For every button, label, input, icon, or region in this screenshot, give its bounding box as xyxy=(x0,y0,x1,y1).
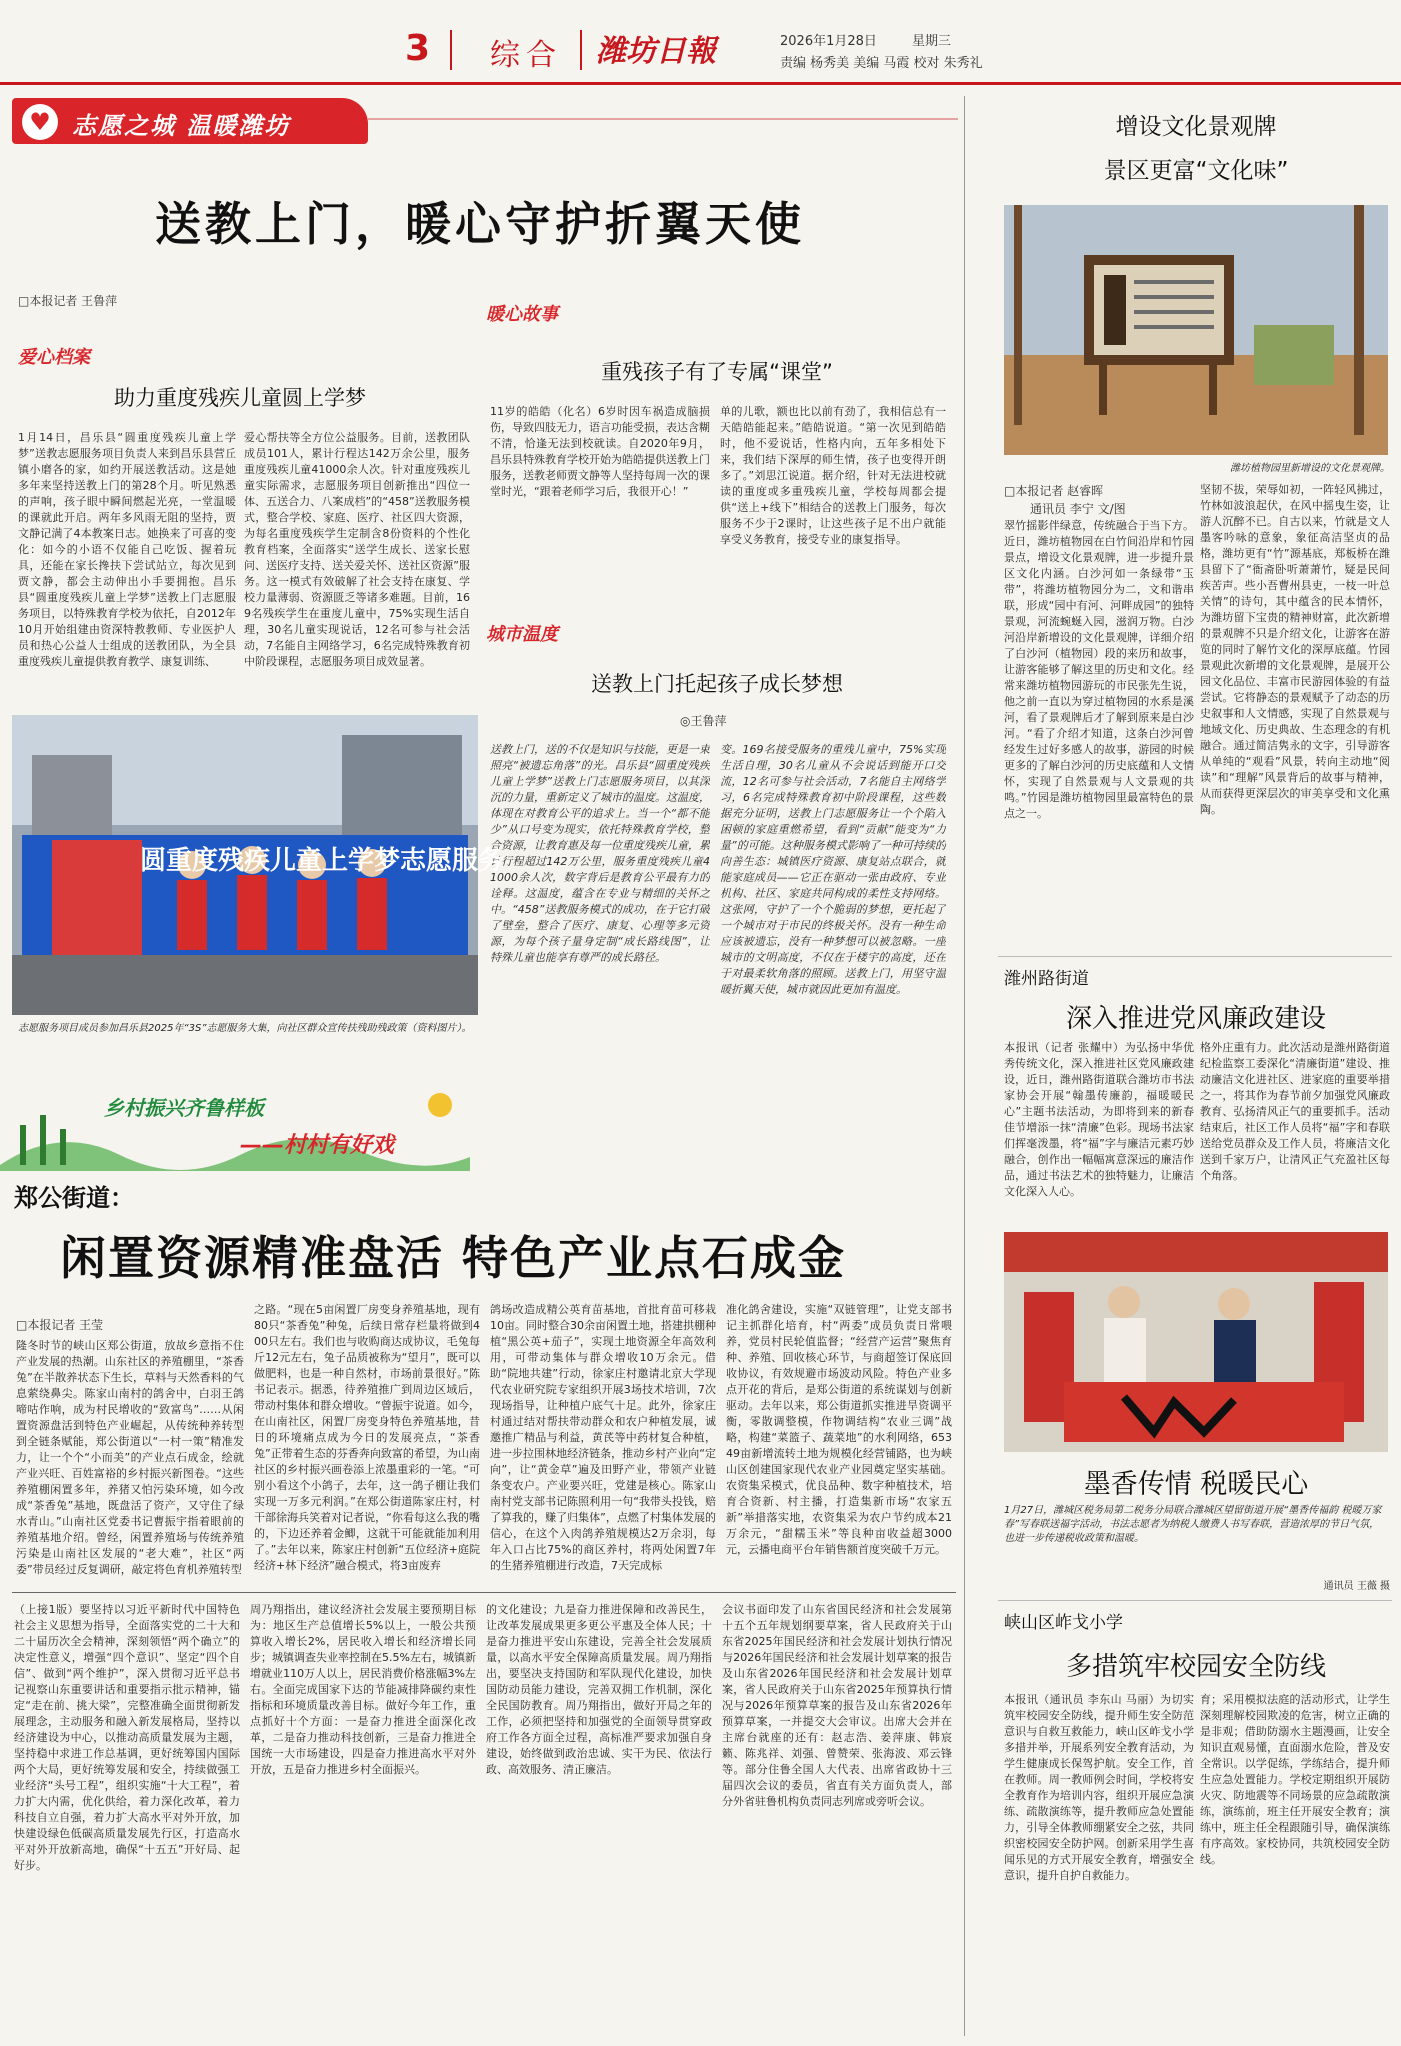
article-column: 准化鸽舍建设，实施“双链管理”，让党支部书记主抓群化培育，村“两委”成员负责日常喂养，党员村民轮值监督；“经营产运营”聚焦育种、养殖、回收核心环节，与商超签订保底回收协议，有效规避市场波动风险。特色产业多点开花的背后，是郑公街道的系统谋划与创新驱动。去年以来，郑公街道抓实推进旱资调平衡，零散调整模，作物调结构“农业三调”战略，构建“菜篮子、蔬菜地”的水利网络，65349亩新增流转土地为规模化经营铺路，也为峡山区创建国家现代农业产业园奠定坚实基础。农资集采模式，优良品种、数字种植技术，培育合资新、村主播，打造集新市场“农家五新”举措落实地，农资集采为农户节约成本21万余元，“甜糯玉米”等良种亩收益超3000元，云播电商平台年销售额首度突破千万元。 xyxy=(726,1303,952,1556)
tag-label: 爱心档案 xyxy=(18,347,90,368)
photo-credit: 通讯员 王薇 摄 xyxy=(1323,1581,1390,1592)
article-column: 隆冬时节的峡山区郑公街道，放故乡意指不住产业发展的热潮。山东社区的养殖棚里，“茶香兔”在半散养状态下生长，草料与天然香料的气息萦绕鼻尖。陈家山南村的鸽舍中，白羽王鸽啼咕作响，成为村民增收的“致富鸟”……从闲置资源盘活到特色产业崛起，从传统种养转型到全链条赋能，郑公街道以“一村一策”精准发力，让一个个“小而美”的产业点石成金，绘就产业兴旺、百姓富裕的乡村振兴新图卷。“这些养殖棚闲置多年，养猪又怕污染环境，如今改成“茶香兔”基地，既盘活了资产，又守住了绿水青山。”山南社区党委书记曹振宇指着眼前的养殖基地介绍。曾经，闲置养殖场与传统养殖污染是山南社区发展的“老大难”，社区“两委”带员经过反复调研，敲定将色育机养殖转型 xyxy=(16,1339,244,1576)
article-column: 育；采用模拟法庭的活动形式，让学生深刻理解校园欺凌的危害，树立正确的是非观；借助防溺水主题漫画，让安全知识直观易懂，直面溺水危险，普及安全常识。以学促练，学练结合，提升师生应急处置能力。学校定期组织开展防火灾、防地震等不同场景的应急疏散演练，演练前，班主任开展安全教育；演练中，班主任全程跟随引导，确保演练有序高效。家校协同，共筑校园安全防线。 xyxy=(1200,1693,1390,1866)
article-column: 格外庄重有力。此次活动是潍州路街道纪检监察工委深化“清廉街道”建设、推动廉洁文化进社区、进家庭的重要举措之一，将其作为春节前夕加强党风廉政教育、弘扬清风正气的重要抓手。活动结束后，社区工作人员将“福”字和春联送给党员群众及工作人员，将廉洁文化送到千家万户，让清风正气充盈社区每个角落。 xyxy=(1200,1041,1390,1182)
article-column: 的文化建设；九是奋力推进保障和改善民生，让改革发展成果更多更公平惠及全体人民；十是奋力推进平安山东建设，完善全社会发展质量，以高水平安全保障高质量发展。周乃翔指出，要坚决支持国防和军队现代化建设，加快国防动员能力建设，完善双拥工作机制，深化全民国防教育。周乃翔指出，做好开局之年的工作，必须把坚持和加强党的全面领导贯穿政府工作各方面全过程，高标准严要求加强自身建设，始终做到政治忠诚、实干为民、依法行政、高效服务、清正廉洁。 xyxy=(486,1603,712,1776)
article-column: （上接1版）要坚持以习近平新时代中国特色社会主义思想为指导，全面落实党的二十大和二十届历次全会精神，深刻领悟“两个确立”的决定性意义，增强“四个意识”、坚定“四个自信”、做到“两个维护”，深入贯彻习近平总书记视察山东重要讲话和重要指示批示精神，锚定“走在前、挑大梁”，完整准确全面贯彻新发展理念，主动服务和融入新发展格局，坚持以经济建设为中心，以推动高质量发展为主题，坚持稳中求进工作总基调，更好统筹国内国际两个大局，更好统筹发展和安全，持续做强工业经济“头号工程”，组织实施“十大工程”，着力扩大内需，优化供给，着力深化改革，着力科技自立自强，着力扩大高水平对外开放，加快建设绿色低碳高质量发展先行区，打造高水平对外开放新高地，确保“十五五”开好局、起好步。 xyxy=(14,1603,240,1872)
banner-rule xyxy=(368,118,958,120)
masthead-divider xyxy=(580,30,582,70)
publication-weekday: 星期三 xyxy=(912,34,952,49)
subheadline: 重残孩子有了专属“课堂” xyxy=(601,360,833,384)
kicker-label: 郑公街道： xyxy=(14,1184,134,1212)
paper-name: 潍坊日報 xyxy=(596,34,716,69)
byline: □本报记者 王莹 xyxy=(16,1318,104,1332)
article-column: 爱心帮扶等全方位公益服务。目前，送教团队成员101人，累计行程达142万余公里，服务重度残疾儿童41000余人次。针对重度残疾儿童实际需求，志愿服务项目创新推出“四位一体、五送合力、八案成档”的“458”送教服务模式，整合学校、家庭、医疗、社区四大资源，为每名重度残疾学生定制含8份资料的个性化教育档案，全面落实“送学生成长、送家长慰问、送医疗支持、送关爱关怀、送社区资源”服务。这一模式有效破解了社会支持在康复、学校力量薄弱、资源匮乏等诸多难题。目前，169名残疾学生在重度儿童中，75%实现生活自理，30名儿童实现说话，12名可参与社会活动，7名能自主网络学习，6名完成特殊教育初中阶段课程，志愿服务项目成效显著。 xyxy=(244,431,470,668)
sidebar-subheadline: 景区更富“文化味” xyxy=(1103,158,1289,184)
scenic-sign-image xyxy=(1004,205,1388,455)
photo-caption: 1月27日，潍城区税务局第二税务分局联合潍城区望留街道开展“墨香传福韵 税暖万家春”写春联送福字活动，书法志愿者为纳税人缴费人书写春联，营造浓厚的节日气氛，也进一步传递税收政策和温暖。 xyxy=(1004,1505,1382,1544)
banner-title: 志愿之城 温暖潍坊 xyxy=(72,111,291,140)
article-column: 本报讯（通讯员 李东山 马丽）为切实筑牢校园安全防线，提升师生安全防范意识与自救互救能力，峡山区岞戈小学多措并举，开展系列安全教育活动，为学生健康成长保驾护航。安全工作，首在教师。周一教师例会时间，学校将安全教育作为培训内容，组织开展应急演练、疏散演练等，提升教师应急处置能力，引导全体教师绷紧安全之弦，共同织密校园安全防护网。创新采用学生喜闻乐见的方式开展安全教育，增强安全意识，提升自护自救能力。 xyxy=(1004,1693,1194,1882)
photo-caption: 潍坊植物园里新增设的文化景观牌。 xyxy=(1230,463,1390,474)
section-divider xyxy=(998,956,1392,957)
heart-icon: ♥ xyxy=(22,104,58,140)
photo-headline: 墨香传情 税暖民心 xyxy=(1083,1469,1309,1500)
kicker-label: 峡山区岞戈小学 xyxy=(1004,1613,1123,1633)
article-column: 送教上门，送的不仅是知识与技能，更是一束照亮“被遗忘角落”的光。昌乐县“圆重度残疾儿童上学梦”送教上门志愿服务项目，以其深沉的力量，重新定义了城市的温度。这温度，体现在对教育公平的追求上。当一个“都不能少”从口号变为现实，依托特殊教育学校，整合资源，让教育惠及每一位重度残疾儿童，累计行程超过142万公里，服务重度残疾儿童41000余人次，数字背后是教育公平最有力的诠释。这温度，蕴含在专业与精细的关怀之中。“458”送教服务模式的成功，在于它打破了壁垒，整合了医疗、康复、心理等多元资源，为每个孩子量身定制“成长路线图”，让特殊儿童也能享有尊严的成长路径。 xyxy=(490,743,710,964)
calligraphy-scene-image xyxy=(1004,1232,1388,1452)
masthead-rule xyxy=(0,82,1401,85)
main-headline: 送教上门，暖心守护折翼天使 xyxy=(155,197,805,251)
byline: □本报记者 赵睿晖 xyxy=(1004,484,1104,498)
publication-date: 2026年1月28日 xyxy=(780,34,877,49)
tag-label: 暖心故事 xyxy=(486,304,558,325)
column-separator xyxy=(964,96,965,2036)
article-column: 本报讯（记者 张耀中）为弘扬中华优秀传统文化，深入推进社区党风廉政建设，近日，潍州路街道联合潍坊市书法家协会开展“翰墨传廉韵，福暖暖民心”主题书法活动，为即将到来的新春佳节增添一抹“清廉”色彩。现场书法家们挥毫泼墨，将“福”字与廉洁元素巧妙融合，创作出一幅幅寓意深远的廉洁作品，通过书法艺术的独特魅力，让廉洁文化深入人心。 xyxy=(1004,1041,1194,1198)
editor-credits: 责编 杨秀美 美编 马霞 校对 朱秀礼 xyxy=(780,56,983,71)
section-name: 综合 xyxy=(490,38,562,73)
article-column: 之路。“现在5亩闲置厂房变身养殖基地，现有80只“茶香兔”种兔，后续日常存栏量将做到400只左右。我们也与收购商达成协议，毛兔每斤12元左右，兔子品质被称为“望月”，既可以做肥料，也是一种自然材，市场前景很好。”陈书记表示。据悉，待养殖推广到周边区域后，带动村集体和群众增收。“曾振宇说道。如今，在山南社区，闲置厂房变身特色养殖基地，昔日的环境痛点成为今日的发展亮点，“茶香兔”正带着生态的芬香奔向致富的希望，为山南社区的乡村振兴画卷添上浓墨重彩的一笔。“可别小看这个小鸽子，去年，这一鸽子棚让我们实现一万多元利润。”在郑公街道陈家庄村，村干部徐海兵笑着对记者说，“你看每这么我的嘴的，下边还养着金鲫，这就干可能就能加利用了。”去年以来，陈家庄村创新“五位经济+庭院经济+林下经济”融合模式，将3亩废弃 xyxy=(254,1303,480,1572)
article-column: 周乃翔指出，建议经济社会发展主要预期目标为：地区生产总值增长5%以上，一般公共预算收入增长2%，居民收入增长和经济增长同步；城镇调查失业率控制在5.5%左右，城镇新增就业110万人以上，居民消费价格涨幅3%左右。全面完成国家下达的节能减排降碳约束性指标和环境质量改善目标。做好今年工作，重点抓好十个方面：一是奋力推进全面深化改革，二是奋力推动科技创新，三是奋力推进全国统一大市场建设，四是奋力推进高水平对外开放，五是奋力推进乡村全面振兴。 xyxy=(250,1603,476,1776)
subheadline: 送教上门托起孩子成长梦想 xyxy=(591,672,843,696)
byline: ◎王鲁萍 xyxy=(680,714,727,728)
article-column: 11岁的皓皓（化名）6岁时因车祸造成脑损伤，导致四肢无力，语言功能受损，表达含糊不清，恰逢无法到校就读。自2020年9月，昌乐县特殊教育学校开始为皓皓提供送教上门服务，送教老师贾文静等人坚持每周一次的课堂时光，“跟着老师学习后，我很开心！” xyxy=(490,405,710,498)
calligraphy-photo xyxy=(1004,1232,1388,1452)
byline: □本报记者 王鲁萍 xyxy=(18,294,118,308)
sidebar-headline: 多措筑牢校园安全防线 xyxy=(1065,1652,1326,1682)
story-headline: 闲置资源精准盘活 特色产业点石成金 xyxy=(60,1231,847,1285)
sidebar-headline: 增设文化景观牌 xyxy=(1115,114,1277,140)
photo-caption: 志愿服务项目成员参加昌乐县2025年“3S”志愿服务大集，向社区群众宣传扶残助残政策（资料图片）。 xyxy=(18,1023,472,1034)
rural-title: 乡村振兴齐鲁样板 xyxy=(104,1096,264,1120)
scenic-photo xyxy=(1004,205,1388,455)
article-column: 会议书面印发了山东省国民经济和社会发展第十五个五年规划纲要草案，省人民政府关于山东省2025年国民经济和社会发展计划执行情况与2026年国民经济和社会发展计划草案的报告及山东省2026年国民经济和社会发展计划草案，省人民政府关于山东省2025年预算执行情况与2026年预算草案的报告及山东省2026年预算草案，一并提交大会审议。出席大会并在主席台就座的还有：赵志浩、姜萍康、韩宸籁、陈兆祥、刘强、曾赞荣、张海波、邓云锋等。部分住鲁全国人大代表、出席省政协十三届四次会议的委员，省直有关方面负责人，部分外省驻鲁机构负责同志列席或旁听会议。 xyxy=(722,1603,952,1808)
page-number: 3 xyxy=(405,28,431,69)
tag-label: 城市温度 xyxy=(486,624,558,645)
article-column: 坚韧不拔，荣辱如初，一阵轻风拂过，竹林如波浪起伏，在风中摇曳生姿，让游人沉醉不已。自古以来，竹就是文人墨客吟咏的意象，象征高洁坚贞的品格，潍坊更有“竹”源基底，郑板桥在潍县留下了“衙斋卧听萧萧竹，疑是民间疾苦声。些小吾曹州县吏，一枝一叶总关情”的诗句，其中蕴含的民本情怀，为潍坊留下宝贵的精神财富，此次新增的景观牌不只是介绍文化，让游客在游览的同时了解竹文化的深厚底蕴。竹园景观此次新增的文化景观牌，是展开公园文化品位、丰富市民游园体验的有益尝试。它将静态的景观赋予了动态的历史叙事和人文情感，实现了自然景观与地域文化、历史典故、生态理念的有机融合。通过简洁隽永的文字，引导游客从单纯的“观看”风景，转向主动地“阅读”和“理解”风景背后的故事与精神，从而获得更深层次的审美享受和文化熏陶。 xyxy=(1200,483,1390,816)
kicker-label: 潍州路街道 xyxy=(1004,969,1089,989)
byline: 通讯员 李宁 文/图 xyxy=(1030,502,1126,516)
article-column: 1月14日，昌乐县“圆重度残疾儿童上学梦”送教志愿服务项目负责人来到昌乐县营丘镇小磨各的家，如约开展送教活动。这是她多年来坚持送教上门的第28个月。听见熟悉的声响，孩子眼中瞬间燃起光亮，一堂温暖的课就此开启。两年多风雨无阻的坚持，贾文静记满了4本教案日志。她换来了可喜的变化：如今的小语不仅能自己吃饭、握着玩具，还能在家长搀扶下尝试站立，每次见到贾文静，都会主动伸出小手要拥抱。昌乐县“圆重度残疾儿童上学梦”送教上门志愿服务项目，以特殊教育学校为依托，自2012年10月开始组建由资深特教教师、专业医护人员和热心公益人士组成的送教团队，为全县重度残疾儿童提供教育教学、康复训练、 xyxy=(18,431,236,668)
section-divider xyxy=(12,1592,956,1593)
masthead-divider xyxy=(450,30,452,70)
article-column: 单的儿歌，额也比以前有劲了，我相信总有一天皓皓能起来。”皓皓说道。“第一次见到皓皓时，他不爱说话，性格内向，五年多相处下来，我们结下深厚的师生情，孩子也变得开朗多了。”刘思江说道。据介绍，针对无法进校就读的重度或多重残疾儿童，学校每周都会提供“送上+线下”相结合的送教上门服务，每次服务不少于2课时，让这些孩子足不出户就能享受义务教育，接受专业的康复指导。 xyxy=(720,405,946,546)
rural-subtitle: ——村村有好戏 xyxy=(240,1133,395,1158)
section-divider xyxy=(998,1600,1392,1601)
banner-slogan: 圆重度残疾儿童上学梦志愿服务 xyxy=(140,846,505,876)
sidebar-headline: 深入推进党风廉政建设 xyxy=(1065,1004,1326,1034)
article-column: 变。169名接受服务的重残儿童中，75%实现生活自理，30名儿童从不会说话到能开口交流，12名可参与社会活动，7名能自主网络学习，6名完成特殊教育初中阶段课程，这些数据充分证明，送教上门志愿服务让一个个陷入困顿的家庭重燃希望，看到“贡献”能变为“力量”的可能。这种服务模式影响了一种可持续的向善生态：城镇医疗资源、康复站点联合，就能家庭成员——它正在驱动一张由政府、专业机构、社区、家庭共同构成的柔性支持网络。这张网，守护了一个个脆弱的梦想，更托起了一个城市对于市民的终极关怀。没有一种生命应该被遗忘，没有一种梦想可以被忽略。一座城市的文明高度，不仅在于楼宇的高度，还在于对最柔软角落的照顾。送教上门，用坚守温暖折翼天使，城市就因此更加有温度。 xyxy=(720,743,946,996)
subheadline: 助力重度残疾儿童圆上学梦 xyxy=(114,386,366,410)
article-column: 翠竹摇影伴绿意，传统融合于当下方。近日，潍坊植物园在白竹间沿岸和竹园景点，增设文化景观牌，进一步提升景区文化内涵。白沙河如一条绿带“玉带”，将潍坊植物园分为二，文和谐串联，形成“园中有河、河畔成园”的独特景观，河流蜿蜒入园，滋润万物。白沙河沿岸新增设的文化景观牌，详细介绍了白沙河（植物园）段的来历和故事，让游客能够了解这里的历史和文化。经常来潍坊植物园游玩的市民张先生说，他之前一直以为穿过植物园的水系是溪河，看了景观牌后才了解到原来是白沙河。“看了介绍才知道，这条白沙河曾经发生过好多感人的故事，游园的时候更多的了解白沙河的历史底蕴和人文情怀，实现了自然景观与人文景观的共鸣。”竹园是潍坊植物园里最富特色的景点之一。 xyxy=(1004,519,1194,820)
article-column: 鸽场改造成精公英育苗基地，首批育苗可移栽10亩。同时整合30余亩闲置土地，搭建拱棚种植“黑公英+茄子”，实现土地资源全年高效利用，可带动集体与群众增收10万余元。借助“院地共建”行动，徐家庄村邀请北京大学现代农业研究院专家组织开展3场技术培训，7次现场指导，让种植户底气十足。此外，徐家庄村通过结对帮扶带动群众和农户种植发展，诚邀推广精品与利益，黄芪等中药材复合种植，进一步拉围林地经济链条，推动乡村产业向“定向”，让“黄金草”遍及田野产业，带领产业链条变农户。产业要兴旺，党建是核心。陈家山南村党支部书记陈照利用一句“我带头投钱，赔了算我的，赚了归集体”，点燃了村集体发展的信心，在这个入肉鸽养殖规模达2万余羽，每年入口占比75%的商区养村，将两处闲置7年的生猪养殖棚进行改造，7天完成标 xyxy=(490,1303,716,1572)
